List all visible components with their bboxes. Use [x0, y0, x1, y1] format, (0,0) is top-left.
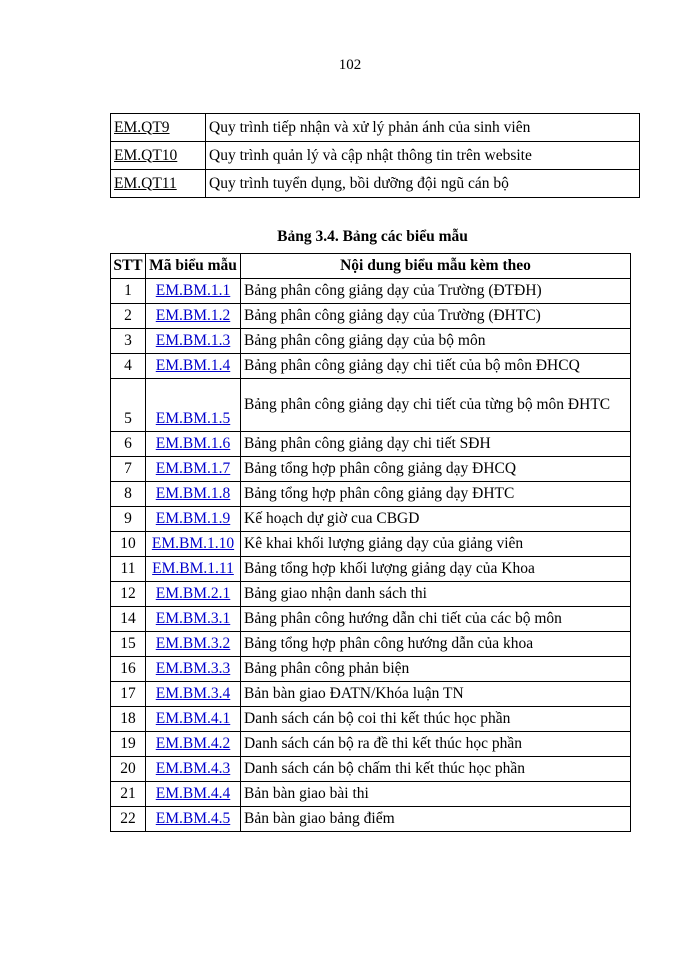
row-stt: 16 — [111, 657, 146, 682]
row-stt: 6 — [111, 432, 146, 457]
row-stt: 20 — [111, 757, 146, 782]
table-row — [111, 114, 640, 142]
form-code-cell — [146, 707, 241, 732]
procedure-code-link[interactable]: EM.QT10 — [114, 146, 178, 164]
form-content: Bảng phân công giảng dạy chi tiết của từng bộ môn ĐHTC — [241, 379, 631, 432]
procedure-name: Quy trình tuyển dụng, bồi dưỡng đội ngũ cán bộ — [206, 170, 640, 198]
table-row — [111, 557, 631, 582]
form-content: Bảng phân công giảng dạy của Trường (ĐTĐH) — [241, 279, 631, 304]
form-code-cell — [146, 379, 241, 432]
form-code-cell — [146, 279, 241, 304]
form-content: Bản bàn giao ĐATN/Khóa luận TN — [241, 682, 631, 707]
form-code-cell — [146, 632, 241, 657]
form-code-link[interactable]: EM.BM.1.11 — [152, 560, 234, 577]
form-code-cell — [146, 354, 241, 379]
row-stt: 1 — [111, 279, 146, 304]
row-stt: 14 — [111, 607, 146, 632]
form-code-link[interactable]: EM.BM.1.10 — [151, 535, 235, 552]
table-row — [111, 657, 631, 682]
form-code-link[interactable]: EM.BM.1.5 — [155, 410, 231, 427]
row-stt: 22 — [111, 807, 146, 832]
form-content: Danh sách cán bộ chấm thi kết thúc học phần — [241, 757, 631, 782]
form-code-cell — [146, 757, 241, 782]
form-code-link[interactable]: EM.BM.3.3 — [155, 660, 231, 677]
form-code-link[interactable]: EM.BM.4.1 — [155, 710, 231, 727]
form-code-cell — [146, 457, 241, 482]
form-code-cell — [146, 482, 241, 507]
form-code-link[interactable]: EM.BM.1.1 — [155, 282, 231, 299]
row-stt: 5 — [111, 379, 146, 432]
form-code-link[interactable]: EM.BM.1.3 — [155, 332, 231, 349]
form-code-link[interactable]: EM.BM.3.1 — [155, 610, 231, 627]
table-row — [111, 432, 631, 457]
form-code-cell — [146, 582, 241, 607]
row-stt: 18 — [111, 707, 146, 732]
table-row — [111, 807, 631, 832]
table-row — [111, 279, 631, 304]
row-stt: 4 — [111, 354, 146, 379]
form-content: Bản bàn giao bảng điểm — [241, 807, 631, 832]
form-content: Bảng phân công giảng dạy của Trường (ĐHTC) — [241, 304, 631, 329]
table-row — [111, 142, 640, 170]
table-row — [111, 782, 631, 807]
forms-table — [110, 253, 631, 832]
row-stt: 11 — [111, 557, 146, 582]
form-code-link[interactable]: EM.BM.1.7 — [155, 460, 231, 477]
procedure-code-link[interactable]: EM.QT11 — [114, 174, 177, 192]
table-row — [111, 457, 631, 482]
row-stt: 2 — [111, 304, 146, 329]
table-row — [111, 632, 631, 657]
header-content: Nội dung biểu mẫu kèm theo — [241, 254, 631, 279]
form-code-link[interactable]: EM.BM.4.4 — [155, 785, 231, 802]
procedure-code-cell — [111, 114, 206, 142]
form-content: Bản bàn giao bài thi — [241, 782, 631, 807]
row-stt: 8 — [111, 482, 146, 507]
table-row — [111, 507, 631, 532]
form-content: Bảng phân công hướng dẫn chi tiết của các bộ môn — [241, 607, 631, 632]
table-row — [111, 732, 631, 757]
procedure-code-link[interactable]: EM.QT9 — [114, 118, 170, 136]
form-code-link[interactable]: EM.BM.1.6 — [155, 435, 231, 452]
table-row — [111, 329, 631, 354]
form-code-cell — [146, 532, 241, 557]
table-header-row — [111, 254, 631, 279]
form-code-cell — [146, 682, 241, 707]
table-row — [111, 354, 631, 379]
form-code-cell — [146, 782, 241, 807]
row-stt: 19 — [111, 732, 146, 757]
form-content: Kế hoạch dự giờ cua CBGD — [241, 507, 631, 532]
row-stt: 9 — [111, 507, 146, 532]
form-code-cell — [146, 732, 241, 757]
table-row — [111, 682, 631, 707]
form-content: Bảng giao nhận danh sách thi — [241, 582, 631, 607]
form-code-link[interactable]: EM.BM.4.5 — [155, 810, 231, 827]
form-code-link[interactable]: EM.BM.4.3 — [155, 760, 231, 777]
form-content: Danh sách cán bộ coi thi kết thúc học phần — [241, 707, 631, 732]
table-row — [111, 482, 631, 507]
form-code-link[interactable]: EM.BM.4.2 — [155, 735, 231, 752]
form-content: Kê khai khối lượng giảng dạy của giảng viên — [241, 532, 631, 557]
form-content: Bảng phân công giảng dạy chi tiết SĐH — [241, 432, 631, 457]
row-stt: 15 — [111, 632, 146, 657]
procedure-name: Quy trình quản lý và cập nhật thông tin trên website — [206, 142, 640, 170]
form-code-cell — [146, 557, 241, 582]
form-code-cell — [146, 432, 241, 457]
form-content: Bảng tổng hợp phân công giảng dạy ĐHTC — [241, 482, 631, 507]
table-row — [111, 607, 631, 632]
form-code-cell — [146, 507, 241, 532]
procedure-code-cell — [111, 170, 206, 198]
header-code: Mã biểu mẫu — [146, 254, 241, 279]
form-content: Bảng phân công giảng dạy của bộ môn — [241, 329, 631, 354]
form-code-cell — [146, 329, 241, 354]
forms-table-body — [111, 279, 631, 832]
table-caption: Bảng 3.4. Bảng các biểu mẫu — [277, 228, 468, 245]
form-content: Bảng phân công giảng dạy chi tiết của bộ môn ĐHCQ — [241, 354, 631, 379]
form-code-cell — [146, 657, 241, 682]
row-stt: 17 — [111, 682, 146, 707]
form-code-cell — [146, 807, 241, 832]
form-content: Bảng tổng hợp khối lượng giảng dạy của Khoa — [241, 557, 631, 582]
form-code-link[interactable]: EM.BM.1.4 — [155, 357, 231, 374]
page-number: 102 — [338, 57, 362, 73]
table-row — [111, 707, 631, 732]
table-row — [111, 379, 631, 432]
form-code-link[interactable]: EM.BM.3.2 — [155, 635, 231, 652]
table-row — [111, 757, 631, 782]
row-stt: 7 — [111, 457, 146, 482]
table-row — [111, 170, 640, 198]
form-code-link[interactable]: EM.BM.3.4 — [155, 685, 231, 702]
table-row — [111, 582, 631, 607]
row-stt: 21 — [111, 782, 146, 807]
table-row — [111, 304, 631, 329]
form-content: Bảng phân công phản biện — [241, 657, 631, 682]
form-code-cell — [146, 607, 241, 632]
row-stt: 10 — [111, 532, 146, 557]
form-code-link[interactable]: EM.BM.2.1 — [155, 585, 231, 602]
form-code-link[interactable]: EM.BM.1.8 — [155, 485, 231, 502]
form-code-cell — [146, 304, 241, 329]
row-stt: 3 — [111, 329, 146, 354]
table-row — [111, 532, 631, 557]
row-stt: 12 — [111, 582, 146, 607]
form-content: Bảng tổng hợp phân công giảng dạy ĐHCQ — [241, 457, 631, 482]
form-content: Danh sách cán bộ ra đề thi kết thúc học phần — [241, 732, 631, 757]
header-stt: STT — [111, 254, 146, 279]
form-code-link[interactable]: EM.BM.1.9 — [155, 510, 231, 527]
procedure-name: Quy trình tiếp nhận và xử lý phản ánh của sinh viên — [206, 114, 640, 142]
form-content: Bảng tổng hợp phân công hướng dẫn của khoa — [241, 632, 631, 657]
procedures-table — [110, 113, 640, 198]
form-code-link[interactable]: EM.BM.1.2 — [155, 307, 231, 324]
procedure-code-cell — [111, 142, 206, 170]
